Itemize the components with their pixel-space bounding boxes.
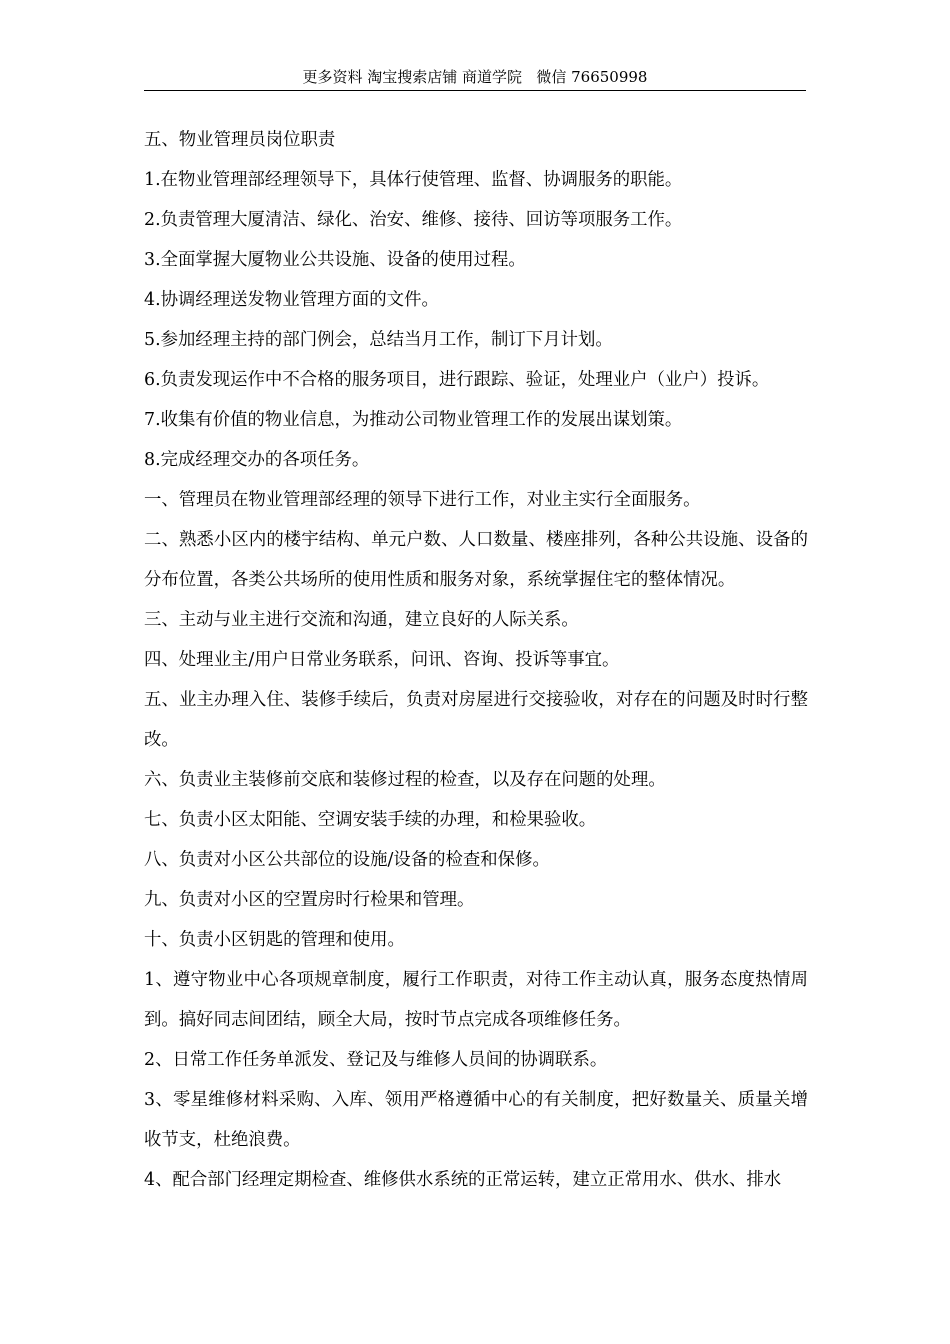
section-title: 五、物业管理员岗位职责 <box>144 130 336 150</box>
paragraph: 一、管理员在物业管理部经理的领导下进行工作，对业主实行全面服务。 <box>144 490 701 510</box>
paragraph: 1、遵守物业中心各项规章制度，履行工作职责，对待工作主动认真，服务态度热情周到。搞好同志间团结，顾全大局，按时节点完成各项维修任务。 <box>144 970 808 1030</box>
paragraph: 8.完成经理交办的各项任务。 <box>144 450 370 470</box>
document-body <box>144 120 808 1200</box>
paragraph: 2.负责管理大厦清洁、绿化、治安、维修、接待、回访等项服务工作。 <box>144 210 683 230</box>
paragraph: 4.协调经理送发物业管理方面的文件。 <box>144 290 439 310</box>
paragraph: 六、负责业主装修前交底和装修过程的检查，以及存在问题的处理。 <box>144 770 666 790</box>
paragraph: 九、负责对小区的空置房时行检果和管理。 <box>144 890 475 910</box>
paragraph: 十、负责小区钥匙的管理和使用。 <box>144 930 405 950</box>
paragraph: 7.收集有价值的物业信息，为推动公司物业管理工作的发展出谋划策。 <box>144 410 683 430</box>
paragraph: 五、业主办理入住、装修手续后，负责对房屋进行交接验收，对存在的问题及时时行整改。 <box>144 690 808 750</box>
page-header: 更多资料 淘宝搜索店铺 商道学院 微信 76650998 <box>144 66 806 91</box>
paragraph: 2、日常工作任务单派发、登记及与维修人员间的协调联系。 <box>144 1050 608 1070</box>
paragraph: 6.负责发现运作中不合格的服务项目，进行跟踪、验证，处理业户（业户）投诉。 <box>144 370 770 390</box>
paragraph: 四、处理业主/用户日常业务联系，问讯、咨询、投诉等事宜。 <box>144 650 620 670</box>
paragraph: 二、熟悉小区内的楼宇结构、单元户数、人口数量、楼座排列，各种公共设施、设备的分布位置，各类公共场所的使用性质和服务对象，系统掌握住宅的整体情况。 <box>144 530 808 590</box>
paragraph: 3.全面掌握大厦物业公共设施、设备的使用过程。 <box>144 250 526 270</box>
paragraph: 4、配合部门经理定期检查、维修供水系统的正常运转，建立正常用水、供水、排水 <box>144 1170 782 1190</box>
paragraph: 三、主动与业主进行交流和沟通，建立良好的人际关系。 <box>144 610 579 630</box>
paragraph: 七、负责小区太阳能、空调安装手续的办理，和检果验收。 <box>144 810 597 830</box>
paragraph: 5.参加经理主持的部门例会，总结当月工作，制订下月计划。 <box>144 330 613 350</box>
paragraph: 1.在物业管理部经理领导下，具体行使管理、监督、协调服务的职能。 <box>144 170 683 190</box>
paragraph: 八、负责对小区公共部位的设施/设备的检查和保修。 <box>144 850 550 870</box>
paragraph: 3、零星维修材料采购、入库、领用严格遵循中心的有关制度，把好数量关、质量关增收节支，杜绝浪费。 <box>144 1090 808 1150</box>
